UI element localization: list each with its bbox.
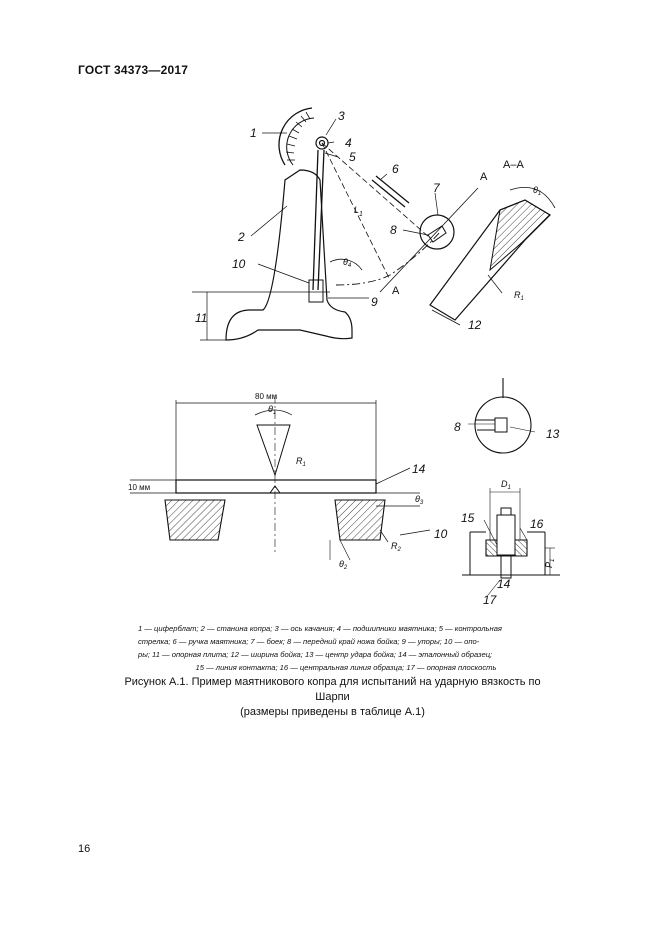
left-anvil	[165, 500, 225, 540]
label-R1-top: $R_1$	[514, 290, 524, 302]
label-2: 2	[238, 230, 245, 244]
label-A-top: A	[480, 171, 488, 183]
label-3: 3	[338, 109, 345, 123]
specimen-bar	[176, 480, 376, 493]
dimension-80mm: 80 мм	[255, 392, 278, 401]
label-14-right: 14	[497, 577, 511, 591]
label-A-bottom: A	[392, 285, 400, 297]
label-theta1-top: $\theta_1$	[533, 185, 542, 197]
label-4: 4	[345, 136, 352, 150]
label-D1: $D_1$	[501, 479, 511, 491]
page-number: 16	[78, 843, 91, 855]
legend-line: 15 — линия контакта; 16 — центральная линия образца; 17 — опорная плоскость	[195, 663, 497, 672]
right-anvil	[335, 500, 385, 540]
label-theta2: $\theta_2$	[339, 559, 348, 571]
label-8-top: 8	[390, 223, 397, 237]
legend-line: стрелка; 6 — ручка маятника; 7 — боек; 8 — передний край ножа бойка; 9 — упоры; 10 — опо-	[138, 637, 480, 646]
caption-title: Рисунок А.1. Пример маятникового копра для испытаний на ударную вязкость по Шарпи	[124, 676, 541, 703]
label-8-right: 8	[454, 420, 461, 434]
specimen-support-detail	[462, 488, 560, 595]
label-13: 13	[546, 427, 560, 441]
legend-line: ры; 11 — опорная плита; 12 — ширина бойка; 13 — центр удара бойка; 14 — эталонный образец;	[138, 650, 493, 659]
striker-edge-detail	[468, 378, 535, 453]
label-10-top: 10	[232, 257, 246, 271]
label-14-left: 14	[412, 462, 426, 476]
label-R2: $R_2$	[391, 541, 401, 553]
label-12: 12	[468, 318, 482, 332]
label-10-bottom: 10	[434, 527, 448, 541]
label-11: 11	[195, 311, 208, 325]
document-code: ГОСТ 34373—2017	[78, 63, 189, 77]
label-L1: $L_1$	[354, 205, 363, 218]
dial	[279, 108, 312, 165]
base-plate	[226, 170, 352, 340]
label-6: 6	[392, 162, 399, 176]
label-16: 16	[530, 517, 544, 531]
figure-caption	[110, 675, 555, 720]
caption-note: (размеры приведены в таблице А.1)	[240, 706, 425, 718]
dimension-10mm: 10 мм	[128, 483, 151, 492]
label-section-A-A: A–A	[503, 159, 524, 171]
label-7: 7	[433, 181, 440, 195]
label-theta1-mid: $\theta_1$	[268, 404, 277, 416]
label-9: 9	[371, 295, 378, 309]
label-P1: $P_1$	[544, 558, 556, 568]
label-theta4: $\theta_4$	[343, 257, 352, 269]
specimen-anvil-drawing	[130, 395, 430, 560]
label-5: 5	[349, 150, 356, 164]
label-15: 15	[461, 511, 475, 525]
label-17: 17	[483, 593, 497, 607]
figure-legend	[138, 622, 554, 674]
legend-line: 1 — циферблат; 2 — станина копра; 3 — ось качания; 4 — подшипники маятника; 5 — контрольная	[138, 624, 502, 633]
label-theta3: $\theta_3$	[415, 494, 424, 506]
label-R1-mid: $R_1$	[296, 456, 306, 468]
label-1: 1	[250, 126, 257, 140]
